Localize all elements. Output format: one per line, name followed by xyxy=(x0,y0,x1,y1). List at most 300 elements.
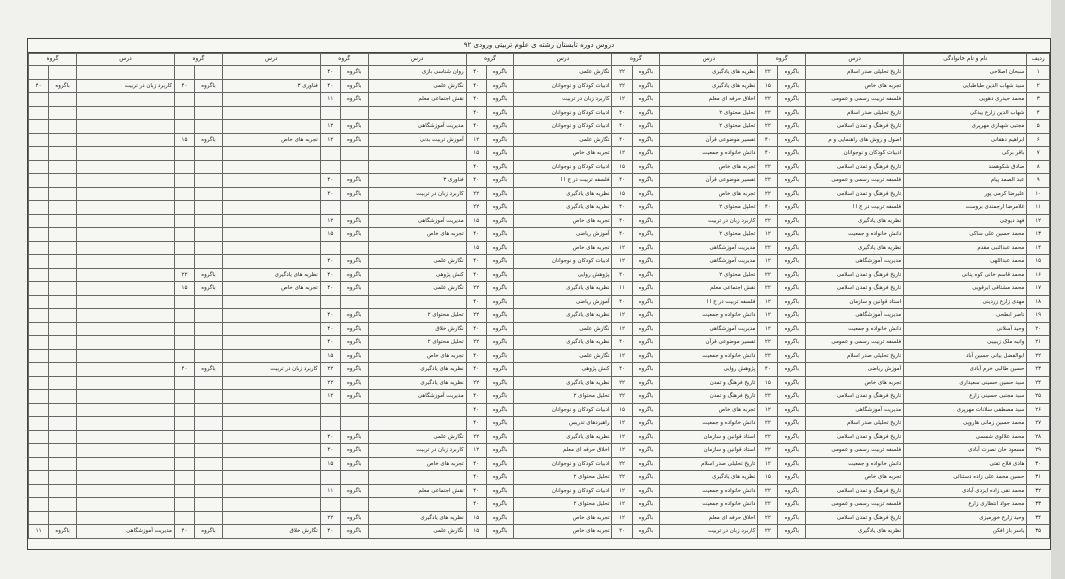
group-cell: باگروه xyxy=(340,187,368,201)
group-number-cell xyxy=(174,295,194,309)
group-cell xyxy=(49,376,77,390)
course-cell xyxy=(76,160,174,174)
course-cell: ادبیات کودکان و نوجوانان xyxy=(514,160,612,174)
course-cell: راهبردهای تدریس xyxy=(514,417,612,431)
course-cell: تجربه های خاص xyxy=(514,214,612,228)
table-row xyxy=(29,376,1050,390)
group-cell: باگروه xyxy=(486,201,514,215)
student-name-cell: ابوالفضل بیانی حسین آباد xyxy=(904,349,1027,363)
row-number-cell: ۳۵ xyxy=(1027,525,1050,539)
student-name-cell: محمد حسین علی ساکی xyxy=(904,228,1027,242)
group-number-cell xyxy=(174,187,194,201)
group-cell xyxy=(340,241,368,255)
group-cell: باگروه xyxy=(340,268,368,282)
group-number-cell: ۲۲ xyxy=(758,444,778,458)
course-cell: دانش خانواده و جمعیت xyxy=(660,484,758,498)
group-cell: باگروه xyxy=(778,201,806,215)
group-number-cell: ۱۵ xyxy=(174,282,194,296)
course-cell: نظریه های یادگیری xyxy=(660,471,758,485)
group-cell: باگروه xyxy=(778,133,806,147)
group-number-cell: ۴۰ xyxy=(320,255,340,269)
group-number-cell xyxy=(320,295,340,309)
group-number-cell xyxy=(174,471,194,485)
course-cell xyxy=(76,120,174,134)
row-number-cell: ۳۳ xyxy=(1027,498,1050,512)
group-number-cell xyxy=(320,403,340,417)
group-cell: باگروه xyxy=(195,133,223,147)
group-cell: باگروه xyxy=(632,201,660,215)
student-name-cell: مجتبی شهبازی مهرپری xyxy=(904,120,1027,134)
row-number-cell: ۳۱ xyxy=(1027,471,1050,485)
course-cell: نظریه های یادگیری xyxy=(514,376,612,390)
group-number-cell: ۲۲ xyxy=(466,336,486,350)
group-number-cell xyxy=(174,66,194,80)
group-cell xyxy=(195,457,223,471)
group-number-cell: ۱۲ xyxy=(320,133,340,147)
course-cell: تجربه های خاص xyxy=(514,511,612,525)
group-cell xyxy=(195,444,223,458)
group-cell xyxy=(49,322,77,336)
group-cell: باگروه xyxy=(632,93,660,107)
group-number-cell xyxy=(29,201,49,215)
group-cell: باگروه xyxy=(486,363,514,377)
student-name-cell: سید مجتبی حسینی زارع xyxy=(904,390,1027,404)
group-number-cell: ۲۲ xyxy=(320,363,340,377)
group-number-cell: ۱۱ xyxy=(29,525,49,539)
group-cell xyxy=(195,160,223,174)
header-group: گروه xyxy=(320,54,368,66)
course-cell xyxy=(76,93,174,107)
group-number-cell: ۲۲ xyxy=(758,187,778,201)
course-cell: نگارش علمی xyxy=(514,322,612,336)
group-number-cell: ۱۲ xyxy=(612,309,632,323)
group-number-cell: ۴۰ xyxy=(466,417,486,431)
course-cell: تاریخ فرهنگ و تمدن اسلامی xyxy=(806,511,904,525)
group-number-cell xyxy=(320,417,340,431)
course-cell: نگارش خلاق xyxy=(368,322,466,336)
course-cell xyxy=(76,390,174,404)
table-row xyxy=(29,295,1050,309)
course-cell: نظریه های یادگیری xyxy=(514,282,612,296)
group-number-cell: ۱۵ xyxy=(320,349,340,363)
group-cell: باگروه xyxy=(340,444,368,458)
course-cell: نگارش علمی xyxy=(368,430,466,444)
student-name-cell: محمد علالوی شمسی xyxy=(904,430,1027,444)
course-cell: فلسفه تربیت رسمی و عمومی xyxy=(806,444,904,458)
group-cell: باگروه xyxy=(632,309,660,323)
row-number-cell: ۲۲ xyxy=(1027,349,1050,363)
course-cell: مدیریت آموزشگاهی xyxy=(806,255,904,269)
group-number-cell: ۱۲ xyxy=(612,511,632,525)
group-number-cell: ۴۰ xyxy=(466,403,486,417)
group-number-cell: ۴۰ xyxy=(466,390,486,404)
group-number-cell: ۲۲ xyxy=(758,336,778,350)
row-number-cell: ۵ xyxy=(1027,120,1050,134)
group-number-cell: ۲۲ xyxy=(466,376,486,390)
course-cell: تحلیل محتوای ۲ xyxy=(368,336,466,350)
table-row xyxy=(29,309,1050,323)
group-cell xyxy=(340,498,368,512)
group-number-cell: ۲۲ xyxy=(174,268,194,282)
group-cell: باگروه xyxy=(486,160,514,174)
course-cell xyxy=(222,336,320,350)
table-row xyxy=(29,282,1050,296)
group-cell xyxy=(195,309,223,323)
row-number-cell: ۲۸ xyxy=(1027,430,1050,444)
table-row xyxy=(29,255,1050,269)
group-number-cell xyxy=(29,93,49,107)
table-body xyxy=(29,66,1050,539)
table-row xyxy=(29,403,1050,417)
group-cell: باگروه xyxy=(486,390,514,404)
course-cell: آموزش ریاضی xyxy=(514,228,612,242)
group-cell xyxy=(49,187,77,201)
group-cell xyxy=(49,417,77,431)
table-row xyxy=(29,133,1050,147)
group-number-cell: ۱۲ xyxy=(758,403,778,417)
group-cell: باگروه xyxy=(486,79,514,93)
row-number-cell: ۱۵ xyxy=(1027,255,1050,269)
group-cell xyxy=(49,471,77,485)
group-number-cell xyxy=(174,390,194,404)
group-cell: باگروه xyxy=(778,295,806,309)
row-number-cell: ۱۷ xyxy=(1027,282,1050,296)
course-cell xyxy=(76,417,174,431)
course-cell: تحلیل محتوای ۲ xyxy=(514,498,612,512)
group-number-cell xyxy=(174,241,194,255)
group-number-cell xyxy=(29,444,49,458)
group-number-cell: ۴۰ xyxy=(320,79,340,93)
group-number-cell: ۴۰ xyxy=(466,228,486,242)
group-number-cell: ۲۲ xyxy=(466,430,486,444)
group-number-cell: ۲۲ xyxy=(466,282,486,296)
student-name-cell: یاسر باز افکن xyxy=(904,525,1027,539)
course-cell: ادبیات کودکان و نوجوانان xyxy=(514,484,612,498)
header-course: درس xyxy=(368,54,466,66)
group-number-cell xyxy=(174,147,194,161)
group-cell: باگروه xyxy=(632,322,660,336)
group-number-cell: ۱۲ xyxy=(758,228,778,242)
group-number-cell: ۴۰ xyxy=(758,133,778,147)
group-number-cell xyxy=(29,403,49,417)
group-number-cell: ۲۲ xyxy=(758,430,778,444)
course-cell: نقش اجتماعی معلم xyxy=(368,93,466,107)
course-cell: استاد قوانین و سازمان xyxy=(806,295,904,309)
group-number-cell: ۲۲ xyxy=(758,241,778,255)
table-row xyxy=(29,201,1050,215)
course-cell xyxy=(222,376,320,390)
course-cell xyxy=(222,444,320,458)
table-row xyxy=(29,430,1050,444)
student-name-cell: محمد حسین زمانی هاروپی xyxy=(904,417,1027,431)
group-cell xyxy=(340,147,368,161)
group-cell xyxy=(49,444,77,458)
course-cell: دانش خانواده و جمعیت xyxy=(660,147,758,161)
course-cell xyxy=(222,457,320,471)
group-number-cell xyxy=(29,417,49,431)
group-number-cell: ۲۲ xyxy=(758,93,778,107)
group-cell: باگروه xyxy=(340,133,368,147)
table-row xyxy=(29,93,1050,107)
group-number-cell: ۴۰ xyxy=(466,471,486,485)
header-group: گروه xyxy=(612,54,660,66)
group-cell: باگروه xyxy=(486,349,514,363)
group-number-cell: ۴۰ xyxy=(612,295,632,309)
course-cell: فلسفه تربیت رسمی و عمومی xyxy=(806,498,904,512)
group-cell xyxy=(49,174,77,188)
group-number-cell: ۴۰ xyxy=(466,160,486,174)
group-cell: باگروه xyxy=(340,282,368,296)
group-cell xyxy=(195,498,223,512)
course-cell: فلسفه تربیت در ج ا ا xyxy=(514,174,612,188)
group-number-cell xyxy=(29,106,49,120)
group-number-cell: ۴۰ xyxy=(320,322,340,336)
course-cell: ادبیات کودکان و نوجوانان xyxy=(514,106,612,120)
row-number-cell: ۳۲ xyxy=(1027,484,1050,498)
group-cell: باگروه xyxy=(632,241,660,255)
group-cell xyxy=(195,214,223,228)
group-number-cell: ۲۲ xyxy=(758,66,778,80)
group-number-cell xyxy=(29,66,49,80)
group-cell: باگروه xyxy=(632,457,660,471)
course-cell xyxy=(76,376,174,390)
course-cell xyxy=(76,106,174,120)
header-course: درس xyxy=(222,54,320,66)
course-cell xyxy=(76,187,174,201)
header-group: گروه xyxy=(174,54,222,66)
student-name-cell: غلامرضا ارجمندی بروست xyxy=(904,201,1027,215)
course-cell: آموزش ریاضی xyxy=(806,363,904,377)
group-number-cell: ۴۰ xyxy=(612,106,632,120)
group-cell: باگروه xyxy=(778,120,806,134)
group-number-cell xyxy=(174,214,194,228)
course-cell: تجربه های خاص xyxy=(660,403,758,417)
group-cell xyxy=(195,390,223,404)
group-cell: باگروه xyxy=(778,498,806,512)
course-cell: مدیریت آموزشگاهی xyxy=(806,403,904,417)
course-cell xyxy=(76,444,174,458)
course-cell: ادبیات کودکان و نوجوانان xyxy=(514,457,612,471)
course-cell: نظریه های یادگیری xyxy=(660,79,758,93)
group-cell xyxy=(195,484,223,498)
student-name-cell: محمد تقی زاده ایزدی آبادی xyxy=(904,484,1027,498)
group-cell: باگروه xyxy=(778,430,806,444)
course-cell xyxy=(76,255,174,269)
course-cell xyxy=(76,174,174,188)
group-cell: باگروه xyxy=(340,322,368,336)
group-number-cell: ۴۰ xyxy=(612,336,632,350)
group-number-cell: ۲۲ xyxy=(466,309,486,323)
course-cell xyxy=(76,295,174,309)
group-number-cell xyxy=(320,147,340,161)
group-number-cell: ۱۲ xyxy=(612,241,632,255)
course-cell: تجربه های خاص xyxy=(806,79,904,93)
group-cell: باگروه xyxy=(778,66,806,80)
course-cell: اخلاق حرفه ای معلم xyxy=(660,93,758,107)
group-cell: باگروه xyxy=(632,282,660,296)
table-row xyxy=(29,120,1050,134)
course-cell: دانش خانواده و جمعیت xyxy=(660,309,758,323)
table-row xyxy=(29,471,1050,485)
course-cell: تحلیل محتوای ۲ xyxy=(660,201,758,215)
course-cell xyxy=(368,147,466,161)
group-cell: باگروه xyxy=(778,255,806,269)
group-number-cell: ۱۵ xyxy=(758,471,778,485)
group-cell: باگروه xyxy=(778,214,806,228)
group-number-cell xyxy=(320,498,340,512)
group-cell xyxy=(49,282,77,296)
group-cell xyxy=(195,66,223,80)
group-number-cell: ۲۲ xyxy=(758,160,778,174)
row-number-cell: ۲۱ xyxy=(1027,336,1050,350)
group-cell: باگروه xyxy=(632,417,660,431)
group-cell xyxy=(195,120,223,134)
course-cell: تجربه های خاص xyxy=(806,471,904,485)
group-cell xyxy=(340,403,368,417)
row-number-cell: ۱۸ xyxy=(1027,295,1050,309)
course-cell: نگارش علمی xyxy=(514,133,612,147)
group-cell: باگروه xyxy=(340,430,368,444)
student-name-cell: حسین محمد علی زاده دستنائی xyxy=(904,471,1027,485)
group-cell: باگروه xyxy=(486,66,514,80)
course-cell: ادبیات کودکان و نوجوانان xyxy=(806,147,904,161)
table-row xyxy=(29,174,1050,188)
group-cell: باگروه xyxy=(632,471,660,485)
group-number-cell: ۴۰ xyxy=(466,93,486,107)
group-number-cell: ۴۰ xyxy=(466,120,486,134)
group-number-cell: ۱۱ xyxy=(320,93,340,107)
group-number-cell: ۴۰ xyxy=(320,187,340,201)
group-number-cell: ۲۲ xyxy=(466,187,486,201)
group-cell xyxy=(49,430,77,444)
course-cell: آموزش تربیت بدنی xyxy=(368,133,466,147)
table-title: دروس دوره تابستان رشته ی علوم تربیتی ورودی ۹۲ xyxy=(28,39,1050,53)
group-cell xyxy=(49,120,77,134)
group-number-cell: ۴۰ xyxy=(320,66,340,80)
course-cell xyxy=(76,228,174,242)
group-cell xyxy=(49,268,77,282)
course-cell: نقش اجتماعی معلم xyxy=(368,484,466,498)
group-number-cell: ۴۰ xyxy=(612,214,632,228)
course-cell: تجربه های خاص xyxy=(660,160,758,174)
course-cell: تاریخ فرهنگ و تمدن اسلامی xyxy=(806,268,904,282)
group-number-cell: ۴۰ xyxy=(320,268,340,282)
group-number-cell: ۱۲ xyxy=(320,214,340,228)
course-cell xyxy=(76,336,174,350)
group-cell xyxy=(195,430,223,444)
group-number-cell: ۱۵ xyxy=(466,241,486,255)
course-cell: فناوری ۳ xyxy=(368,174,466,188)
group-number-cell xyxy=(29,255,49,269)
group-number-cell: ۲۲ xyxy=(758,417,778,431)
group-number-cell: ۴۰ xyxy=(466,66,486,80)
course-cell xyxy=(76,66,174,80)
course-cell: نگارش علمی xyxy=(368,525,466,539)
course-cell: ادبیات کودکان و نوجوانان xyxy=(514,79,612,93)
group-cell: باگروه xyxy=(778,228,806,242)
course-cell: نظریه های یادگیری xyxy=(222,268,320,282)
group-number-cell xyxy=(29,363,49,377)
course-cell: آموزش ریاضی xyxy=(514,295,612,309)
row-number-cell: ۷ xyxy=(1027,147,1050,161)
group-number-cell: ۱۲ xyxy=(612,484,632,498)
group-number-cell xyxy=(174,484,194,498)
course-cell xyxy=(76,214,174,228)
group-cell: باگروه xyxy=(486,430,514,444)
course-cell xyxy=(222,430,320,444)
group-cell: باگروه xyxy=(486,376,514,390)
group-cell: باگروه xyxy=(632,498,660,512)
header-group: گروه xyxy=(758,54,806,66)
row-number-cell: ۱۰ xyxy=(1027,187,1050,201)
group-number-cell: ۴۰ xyxy=(466,268,486,282)
course-cell: تاریخ فرهنگ و تمدن xyxy=(660,376,758,390)
row-number-cell: ۱۱ xyxy=(1027,201,1050,215)
group-number-cell xyxy=(29,471,49,485)
table-row xyxy=(29,106,1050,120)
course-cell xyxy=(76,322,174,336)
course-cell: نظریه های یادگیری xyxy=(806,525,904,539)
group-number-cell xyxy=(174,322,194,336)
row-number-cell: ۸ xyxy=(1027,160,1050,174)
course-cell: تاریخ فرهنگ و تمدن اسلامی xyxy=(806,282,904,296)
student-name-cell: مسعود خان نصرت آبادی xyxy=(904,444,1027,458)
course-cell: روان شناسی بازی xyxy=(368,66,466,80)
group-cell: باگروه xyxy=(778,79,806,93)
group-number-cell: ۱۲ xyxy=(466,133,486,147)
group-number-cell: ۱۲ xyxy=(758,295,778,309)
group-cell: باگروه xyxy=(632,147,660,161)
course-cell: فلسفه تربیت رسمی و عمومی xyxy=(806,336,904,350)
group-number-cell xyxy=(174,376,194,390)
group-cell: باگروه xyxy=(486,147,514,161)
group-cell: باگروه xyxy=(340,79,368,93)
group-number-cell xyxy=(174,120,194,134)
course-cell xyxy=(76,133,174,147)
table-row xyxy=(29,214,1050,228)
group-cell: باگروه xyxy=(778,457,806,471)
table-row xyxy=(29,417,1050,431)
course-cell: ادبیات کودکان و نوجوانان xyxy=(514,255,612,269)
group-cell: باگروه xyxy=(486,255,514,269)
course-cell: ادبیات کودکان و نوجوانان xyxy=(514,403,612,417)
group-number-cell: ۴۰ xyxy=(612,201,632,215)
group-number-cell: ۱۲ xyxy=(758,322,778,336)
row-number-cell: ۲۰ xyxy=(1027,322,1050,336)
course-cell: نگارش علمی xyxy=(368,79,466,93)
course-cell xyxy=(76,511,174,525)
group-cell: باگروه xyxy=(340,93,368,107)
student-name-cell: عبد الصمد پیام xyxy=(904,174,1027,188)
group-cell: باگروه xyxy=(486,484,514,498)
group-number-cell xyxy=(174,403,194,417)
course-cell: اصول و روش های راهنمایی و م xyxy=(806,133,904,147)
course-cell xyxy=(76,349,174,363)
group-cell: باگروه xyxy=(195,525,223,539)
group-cell: باگروه xyxy=(778,336,806,350)
table-row xyxy=(29,187,1050,201)
course-cell xyxy=(222,147,320,161)
group-number-cell xyxy=(174,511,194,525)
row-number-cell: ۳ xyxy=(1027,93,1050,107)
table-row xyxy=(29,363,1050,377)
table-row xyxy=(29,390,1050,404)
group-number-cell xyxy=(29,241,49,255)
group-number-cell: ۱۵ xyxy=(174,133,194,147)
group-number-cell: ۴۰ xyxy=(174,525,194,539)
group-number-cell xyxy=(29,147,49,161)
course-cell xyxy=(222,187,320,201)
